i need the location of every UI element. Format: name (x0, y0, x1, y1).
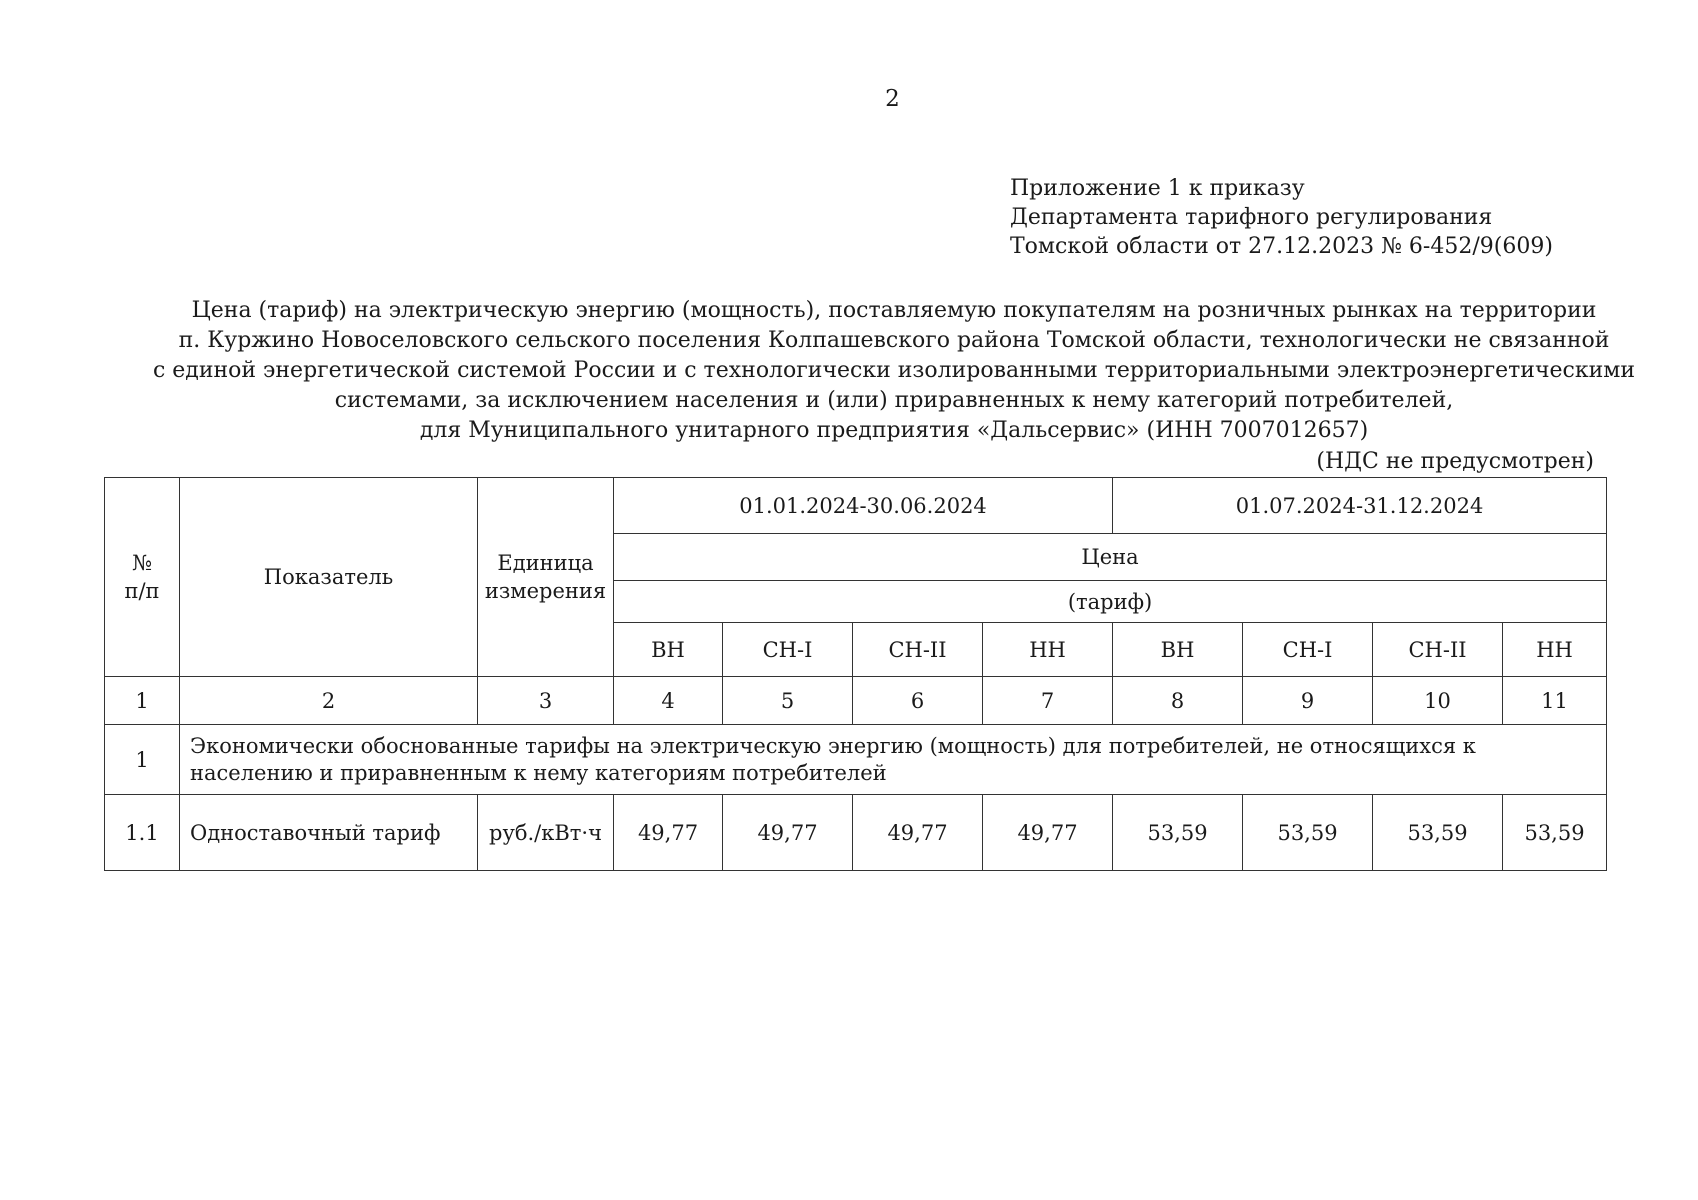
column-number: 10 (1373, 677, 1503, 725)
column-number: 3 (478, 677, 614, 725)
voltage-level: ВН (614, 623, 723, 677)
voltage-level: НН (983, 623, 1113, 677)
tariff-value: 49,77 (853, 795, 983, 871)
title-line-4: системами, за исключением населения и (или) приравненных к нему категорий потребителей, (334, 388, 1454, 413)
column-number: 6 (853, 677, 983, 725)
voltage-level: СН-I (1243, 623, 1373, 677)
tariff-value: 53,59 (1113, 795, 1243, 871)
header-price: Цена (614, 534, 1607, 581)
header-unit-label: Единица измерения (484, 551, 607, 603)
voltage-level: ВН (1113, 623, 1243, 677)
tariff-value: 49,77 (983, 795, 1113, 871)
voltage-level: СН-I (723, 623, 853, 677)
header-unit (478, 478, 614, 677)
vat-note: (НДС не предусмотрен) (1316, 449, 1594, 474)
title-line-2: п. Куржино Новоселовского сельского поселения Колпашевского района Томской области, технологически не связанной (178, 328, 1610, 353)
column-number: 1 (105, 677, 180, 725)
title-line-1: Цена (тариф) на электрическую энергию (мощность), поставляемую покупателям на розничных рынках на территории (191, 298, 1597, 323)
header-indicator (180, 478, 478, 677)
appendix-reference (1010, 174, 1553, 261)
document-title (104, 296, 1684, 446)
section-row (105, 725, 1607, 795)
header-num (105, 478, 180, 677)
voltage-level: СН-II (853, 623, 983, 677)
tariff-value: 53,59 (1373, 795, 1503, 871)
section-num: 1 (105, 725, 180, 795)
column-number: 2 (180, 677, 478, 725)
header-num-label: № п/п (124, 551, 160, 603)
column-number: 4 (614, 677, 723, 725)
column-number: 9 (1243, 677, 1373, 725)
voltage-level: НН (1503, 623, 1607, 677)
header-tariff: (тариф) (614, 581, 1607, 623)
table-row (105, 795, 1607, 871)
column-number: 5 (723, 677, 853, 725)
header-period-1: 01.01.2024-30.06.2024 (614, 478, 1113, 534)
appendix-line-1: Приложение 1 к приказу (1010, 176, 1305, 201)
tariff-value: 53,59 (1243, 795, 1373, 871)
header-row-periods (105, 478, 1607, 534)
title-line-5: для Муниципального унитарного предприятия «Дальсервис» (ИНН 7007012657) (419, 418, 1369, 443)
column-number: 7 (983, 677, 1113, 725)
section-title: Экономически обоснованные тарифы на электрическую энергию (мощность) для потребителей, не относящихся к населению и приравненным к нему категориям потребителей (180, 725, 1607, 795)
column-number: 8 (1113, 677, 1243, 725)
appendix-line-3: Томской области от 27.12.2023 № 6-452/9(609) (1010, 234, 1553, 259)
row-unit: руб./кВт·ч (478, 795, 614, 871)
page-number: 2 (885, 86, 900, 112)
header-indicator-label: Показатель (263, 565, 394, 589)
header-period-2: 01.07.2024-31.12.2024 (1113, 478, 1607, 534)
row-num: 1.1 (105, 795, 180, 871)
column-number: 11 (1503, 677, 1607, 725)
tariff-table (104, 477, 1607, 871)
tariff-value: 49,77 (723, 795, 853, 871)
tariff-value: 49,77 (614, 795, 723, 871)
appendix-line-2: Департамента тарифного регулирования (1010, 205, 1493, 230)
row-indicator: Одноставочный тариф (180, 795, 478, 871)
title-line-3: с единой энергетической системой России и с технологически изолированными территориальными электроэнергетическими (152, 358, 1636, 383)
tariff-value: 53,59 (1503, 795, 1607, 871)
voltage-level: СН-II (1373, 623, 1503, 677)
column-number-row (105, 677, 1607, 725)
